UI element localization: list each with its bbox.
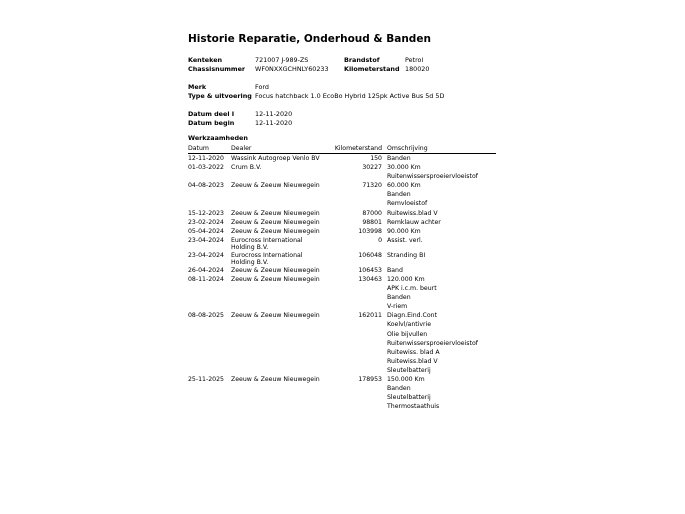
row-omschrijving: Sleutelbatterij <box>387 394 431 402</box>
row-omschrijving: Banden <box>387 385 411 393</box>
header-omschrijving: Omschrijving <box>387 145 428 152</box>
table-header <box>188 145 496 154</box>
type-label: Type & uitvoering <box>188 92 252 100</box>
chassis-label: Chassisnummer <box>188 65 246 73</box>
datum-deel-label: Datum deel I <box>188 110 235 118</box>
row-dealer: Zeeuw & Zeeuw Nieuwegein <box>231 376 320 384</box>
row-dealer: Zeeuw & Zeeuw Nieuwegein <box>231 218 320 226</box>
row-omschrijving: 120.000 Km <box>387 276 425 283</box>
row-kilometerstand: 106048 <box>358 251 382 259</box>
kilometerstand-label: Kilometerstand <box>344 65 400 73</box>
row-kilometerstand: 178953 <box>358 376 382 384</box>
row-kilometerstand: 87000 <box>362 209 382 217</box>
row-omschrijving: V-riem <box>387 303 408 311</box>
row-datum: 15-12-2023 <box>188 209 224 217</box>
type-value: Focus hatchback 1.0 EcoBo Hybrid 125pk Active Bus 5d 5D <box>255 92 445 100</box>
kilometerstand-value: 180020 <box>405 65 430 73</box>
row-omschrijving: Koelvl/antivrie <box>387 321 432 329</box>
merk-value: Ford <box>255 83 269 91</box>
row-kilometerstand: 106453 <box>358 266 382 274</box>
row-kilometerstand: 150 <box>370 155 382 162</box>
row-datum: 08-11-2024 <box>188 276 224 283</box>
row-kilometerstand: 0 <box>378 236 382 244</box>
kenteken-value: 721007 J-989-ZS <box>255 56 309 64</box>
row-omschrijving: Ruitewiss. blad A <box>387 348 440 356</box>
header-datum: Datum <box>188 145 209 152</box>
row-omschrijving: Olie bijvullen <box>387 330 428 338</box>
row-kilometerstand: 98801 <box>362 218 382 226</box>
row-omschrijving: Sleutelbatterij <box>387 366 431 374</box>
row-datum: 08-08-2025 <box>188 312 224 320</box>
row-kilometerstand: 162011 <box>358 312 382 320</box>
row-omschrijving: Banden <box>387 155 411 162</box>
merk-label: Merk <box>188 83 207 91</box>
row-omschrijving: Assist. verl. <box>387 236 423 244</box>
brandstof-label: Brandstof <box>344 56 380 64</box>
chassis-value: WF0NXXGCHNLY60233 <box>255 65 329 73</box>
row-kilometerstand: 130463 <box>358 276 382 283</box>
header-dealer: Dealer <box>231 145 252 152</box>
row-dealer: Zeeuw & Zeeuw Nieuwegein <box>231 266 320 274</box>
row-dealer: Zeeuw & Zeeuw Nieuwegein <box>231 182 320 190</box>
row-datum: 23-04-2024 <box>188 236 224 244</box>
row-dealer: Eurocross International Holding B.V. <box>231 251 303 267</box>
row-omschrijving: APK i.c.m. beurt <box>387 285 437 293</box>
row-omschrijving: Remvloeistof <box>387 200 428 208</box>
row-omschrijving: Banden <box>387 191 411 199</box>
row-omschrijving: Ruitewiss.blad V <box>387 357 438 365</box>
werkzaamheden-title: Werkzaamheden <box>188 134 248 142</box>
row-omschrijving: 90.000 Km <box>387 227 421 235</box>
row-datum: 26-04-2024 <box>188 266 224 274</box>
row-omschrijving: Banden <box>387 294 411 302</box>
header-kilometerstand: Kilometerstand <box>334 145 382 152</box>
row-datum: 05-04-2024 <box>188 227 224 235</box>
row-datum: 23-04-2024 <box>188 251 224 259</box>
row-omschrijving: 60.000 Km <box>387 182 421 190</box>
row-dealer: Eurocross International Holding B.V. <box>231 236 303 252</box>
row-omschrijving: Band <box>387 266 403 274</box>
row-datum: 12-11-2020 <box>188 155 224 162</box>
row-datum: 25-11-2025 <box>188 376 224 384</box>
row-kilometerstand: 30227 <box>362 164 382 172</box>
row-omschrijving: 150.000 Km <box>387 376 425 384</box>
row-omschrijving: Stranding BI <box>387 251 426 259</box>
row-omschrijving: Ruitewiss.blad V <box>387 209 438 217</box>
row-dealer: Zeeuw & Zeeuw Nieuwegein <box>231 227 320 235</box>
brandstof-value: Petrol <box>405 56 424 64</box>
row-datum: 04-08-2023 <box>188 182 224 190</box>
row-kilometerstand: 103998 <box>358 227 382 235</box>
row-datum: 01-03-2022 <box>188 164 224 172</box>
row-dealer: Crum B.V. <box>231 164 262 172</box>
row-dealer: Zeeuw & Zeeuw Nieuwegein <box>231 276 320 283</box>
row-omschrijving: Diagn.Eind.Cont <box>387 312 437 320</box>
row-omschrijving: Thermostaathuis <box>387 403 440 411</box>
row-omschrijving: Remklauw achter <box>387 218 441 226</box>
datum-deel-value: 12-11-2020 <box>255 110 293 118</box>
werkzaamheden-table <box>188 145 496 411</box>
kenteken-label: Kenteken <box>188 56 223 64</box>
row-omschrijving: Ruitenwissersproeiervloeistof <box>387 173 478 181</box>
row-dealer: Wassink Autogroep Venlo BV <box>231 155 320 162</box>
document-title: Historie Reparatie, Onderhoud & Banden <box>188 33 431 45</box>
row-omschrijving: 30.000 Km <box>387 164 421 172</box>
row-dealer: Zeeuw & Zeeuw Nieuwegein <box>231 209 320 217</box>
row-datum: 23-02-2024 <box>188 218 224 226</box>
row-kilometerstand: 71320 <box>362 182 382 190</box>
datum-begin-label: Datum begin <box>188 119 235 127</box>
row-omschrijving: Ruitenwissersproeiervloeistof <box>387 339 478 347</box>
datum-begin-value: 12-11-2020 <box>255 119 293 127</box>
row-dealer: Zeeuw & Zeeuw Nieuwegein <box>231 312 320 320</box>
